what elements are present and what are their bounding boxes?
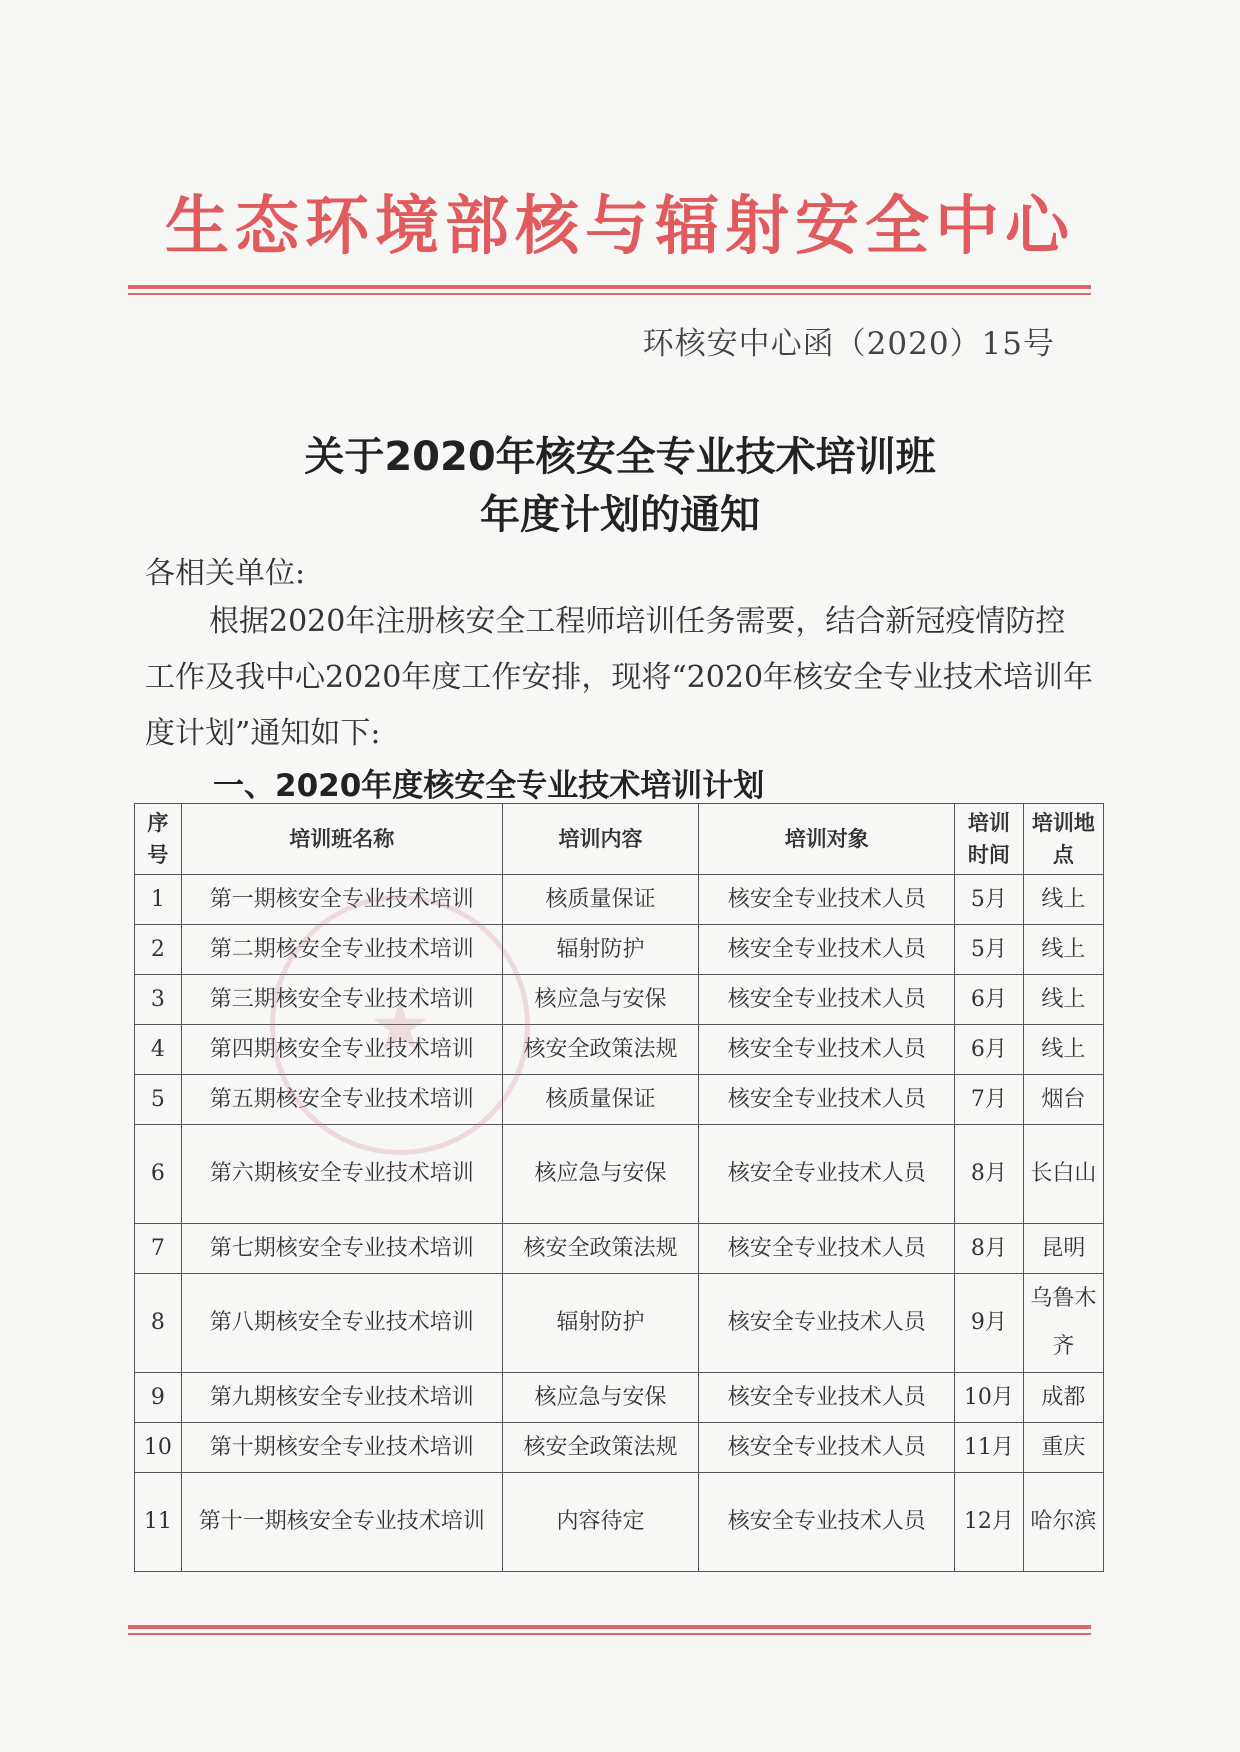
table-row [135,1075,1104,1125]
cell-place: 重庆 [1023,1423,1103,1473]
cell-target: 核安全专业技术人员 [699,1125,955,1224]
header-name: 培训班名称 [181,804,502,875]
cell-target: 核安全专业技术人员 [699,1373,955,1423]
table-row [135,1274,1104,1373]
document-title-line1: 关于2020年核安全专业技术培训班 [304,434,936,480]
table-row [135,925,1104,975]
cell-no: 6 [135,1125,182,1224]
cell-name: 第十期核安全专业技术培训 [181,1423,502,1473]
cell-place: 哈尔滨 [1023,1473,1103,1572]
cell-target: 核安全专业技术人员 [699,975,955,1025]
header-place: 培训地点 [1023,804,1103,875]
footer-rule-thick [128,1625,1091,1629]
cell-time: 6月 [955,1025,1024,1075]
cell-content: 核质量保证 [502,875,699,925]
cell-target: 核安全专业技术人员 [699,1473,955,1572]
cell-target: 核安全专业技术人员 [699,925,955,975]
cell-place: 乌鲁木齐 [1023,1274,1103,1373]
footer-rule-thin [128,1633,1091,1635]
cell-name: 第九期核安全专业技术培训 [181,1373,502,1423]
cell-time: 11月 [955,1423,1024,1473]
cell-content: 核安全政策法规 [502,1423,699,1473]
cell-time: 8月 [955,1224,1024,1274]
cell-place: 线上 [1023,875,1103,925]
cell-time: 12月 [955,1473,1024,1572]
cell-place: 昆明 [1023,1224,1103,1274]
cell-content: 核应急与安保 [502,975,699,1025]
cell-content: 辐射防护 [502,1274,699,1373]
cell-no: 4 [135,1025,182,1075]
table-row [135,1224,1104,1274]
cell-time: 8月 [955,1125,1024,1224]
document-number: 环核安中心函（2020）15号 [642,326,1055,362]
cell-name: 第六期核安全专业技术培训 [181,1125,502,1224]
cell-place: 长白山 [1023,1125,1103,1224]
cell-no: 5 [135,1075,182,1125]
cell-name: 第二期核安全专业技术培训 [181,925,502,975]
cell-name: 第一期核安全专业技术培训 [181,875,502,925]
cell-place: 成都 [1023,1373,1103,1423]
cell-time: 5月 [955,925,1024,975]
cell-no: 7 [135,1224,182,1274]
cell-content: 核安全政策法规 [502,1025,699,1075]
header-target: 培训对象 [699,804,955,875]
cell-place: 烟台 [1023,1075,1103,1125]
table-row [135,1025,1104,1075]
cell-content: 核应急与安保 [502,1125,699,1224]
cell-name: 第四期核安全专业技术培训 [181,1025,502,1075]
cell-content: 核应急与安保 [502,1373,699,1423]
cell-target: 核安全专业技术人员 [699,1224,955,1274]
table-row [135,1373,1104,1423]
table-row [135,1473,1104,1572]
cell-no: 8 [135,1274,182,1373]
cell-time: 6月 [955,975,1024,1025]
cell-place: 线上 [1023,1025,1103,1075]
header-time: 培训时间 [955,804,1024,875]
salutation: 各相关单位: [145,556,306,591]
training-plan-table [134,803,1104,1572]
header-rule-thin [128,293,1091,295]
table-row [135,1125,1104,1224]
header-rule-thick [128,285,1091,289]
cell-name: 第三期核安全专业技术培训 [181,975,502,1025]
cell-content: 核质量保证 [502,1075,699,1125]
cell-no: 9 [135,1373,182,1423]
table-row [135,975,1104,1025]
cell-no: 2 [135,925,182,975]
cell-target: 核安全专业技术人员 [699,1025,955,1075]
cell-name: 第七期核安全专业技术培训 [181,1224,502,1274]
table-row [135,875,1104,925]
cell-target: 核安全专业技术人员 [699,875,955,925]
cell-name: 第五期核安全专业技术培训 [181,1075,502,1125]
org-letterhead: 生态环境部核与辐射安全中心 [165,190,1075,264]
cell-no: 11 [135,1473,182,1572]
table-header-row [135,804,1104,875]
cell-name: 第八期核安全专业技术培训 [181,1274,502,1373]
body-paragraph: 根据2020年注册核安全工程师培训任务需要，结合新冠疫情防控工作及我中心2020年度工作安排，现将“2020年核安全专业技术培训年度计划”通知如下: [145,604,1094,751]
cell-no: 3 [135,975,182,1025]
cell-time: 9月 [955,1274,1024,1373]
table-row [135,1423,1104,1473]
cell-time: 5月 [955,875,1024,925]
header-no: 序号 [135,804,182,875]
cell-time: 10月 [955,1373,1024,1423]
cell-place: 线上 [1023,925,1103,975]
cell-content: 核安全政策法规 [502,1224,699,1274]
cell-content: 内容待定 [502,1473,699,1572]
section-heading: 一、2020年度核安全专业技术培训计划 [213,768,765,804]
cell-name: 第十一期核安全专业技术培训 [181,1473,502,1572]
cell-target: 核安全专业技术人员 [699,1274,955,1373]
cell-time: 7月 [955,1075,1024,1125]
cell-target: 核安全专业技术人员 [699,1423,955,1473]
cell-content: 辐射防护 [502,925,699,975]
document-title-line2: 年度计划的通知 [480,492,760,538]
cell-place: 线上 [1023,975,1103,1025]
cell-no: 10 [135,1423,182,1473]
header-content: 培训内容 [502,804,699,875]
cell-target: 核安全专业技术人员 [699,1075,955,1125]
cell-no: 1 [135,875,182,925]
